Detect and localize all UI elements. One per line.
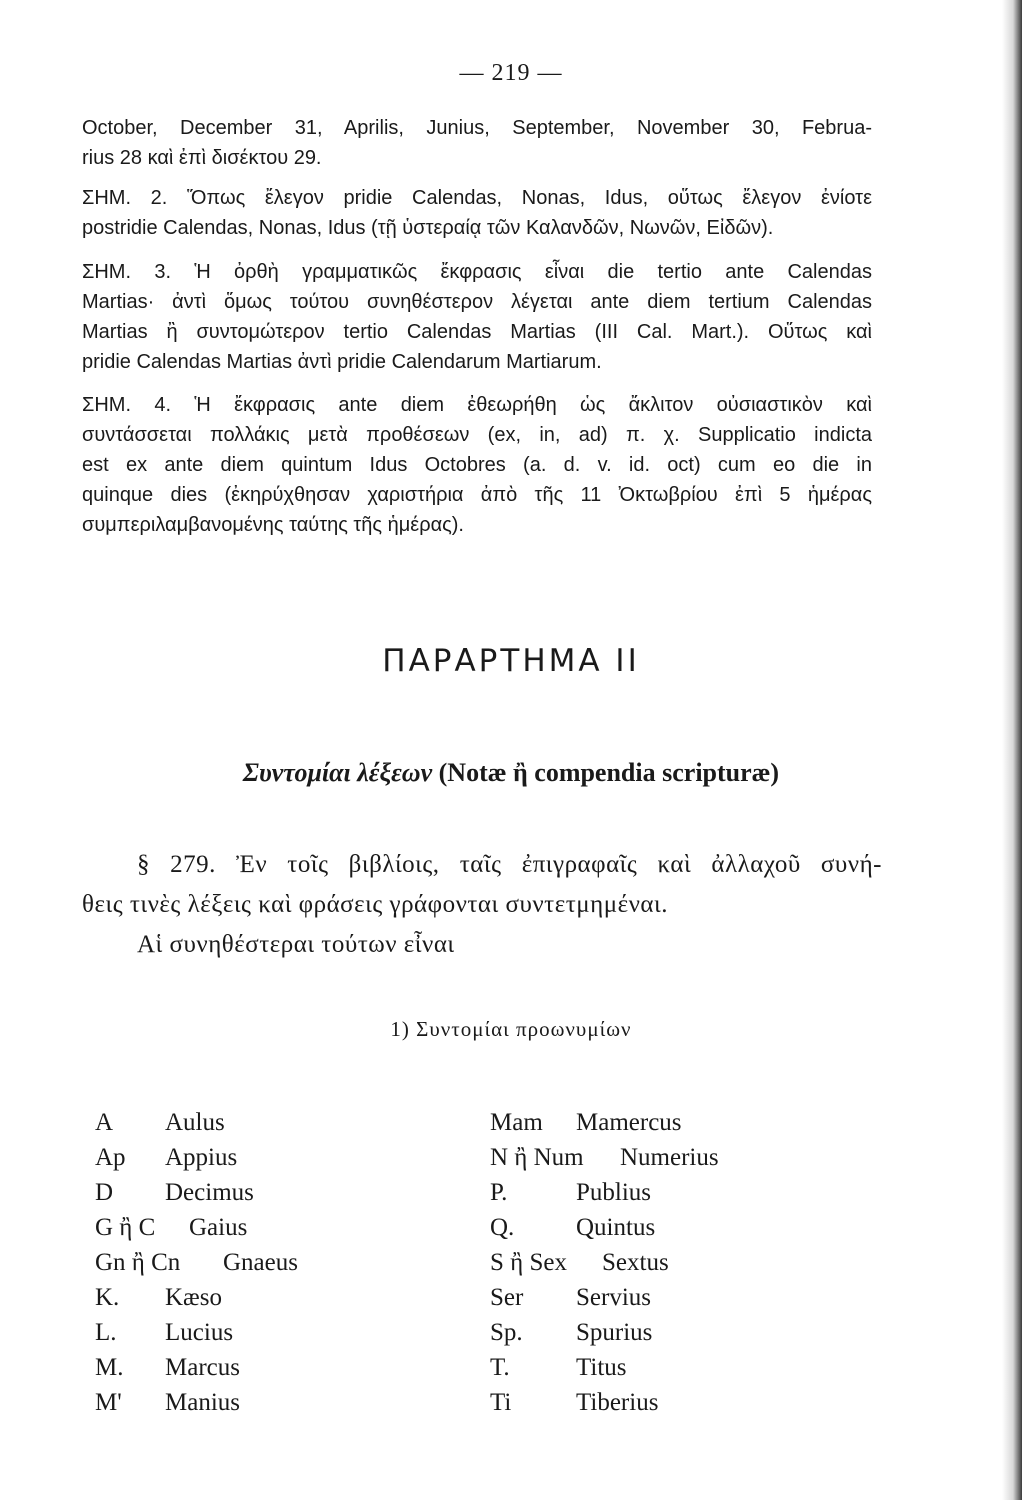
list-item: [95, 1210, 425, 1245]
paragraph-line: ΣΗΜ. 3. Ἡ ὀρθὴ γραμματικῶς ἔκφρασις εἶναι die tertio ante Calendas: [82, 261, 872, 283]
abbreviation: Mam: [490, 1109, 543, 1136]
subheading: 1) Συντομίαι προωνυμίων: [390, 1017, 632, 1041]
paragraph-line: quinque dies (ἐκηρύχθησαν χαριστήρια ἀπὸ τῆς 11 Ὀκτωβρίου ἐπὶ 5 ἡμέρας: [82, 484, 872, 506]
note-2: [82, 183, 872, 243]
abbreviation: L.: [95, 1319, 117, 1346]
paragraph-line: October, December 31, Aprilis, Junius, September, November 30, Februa-: [82, 117, 872, 139]
list-item: [95, 1105, 425, 1140]
list-item: [95, 1140, 425, 1175]
abbreviation: D: [95, 1179, 114, 1206]
abbreviation: S ἢ Sex: [490, 1249, 567, 1276]
abbreviation: Ti: [490, 1389, 512, 1416]
abbreviation: M': [95, 1389, 122, 1416]
abbreviation: N ἢ Num: [490, 1144, 584, 1171]
paragraph-line: Martias· ἀντὶ ὅμως τούτου συνηθέστερον λέγεται ante diem tertium Calendas: [82, 291, 872, 313]
list-item: [490, 1175, 820, 1210]
full-name: Decimus: [165, 1179, 254, 1206]
note-4: [82, 390, 872, 540]
page-edge-shadow: [1002, 0, 1022, 1500]
full-name: Sextus: [602, 1249, 669, 1276]
section-title-greek: Συντομίαι λέξεων: [242, 758, 433, 787]
paragraph-line: θεις τινὲς λέξεις καὶ φράσεις γράφονται συντετμημέναι.: [82, 891, 668, 918]
abbreviation: G ἢ C: [95, 1214, 156, 1241]
full-name: Titus: [576, 1354, 627, 1381]
list-item: [95, 1385, 425, 1420]
paragraph-line: est ex ante diem quintum Idus Octobres (a. d. v. id. oct) cum eo die in: [82, 454, 872, 476]
paragraph-line: rius 28 καὶ ἐπὶ δισέκτου 29.: [82, 147, 322, 169]
abbreviation: A: [95, 1109, 114, 1136]
full-name: Gaius: [189, 1214, 248, 1241]
abbreviation: K.: [95, 1284, 120, 1311]
abbreviation: T.: [490, 1354, 510, 1381]
abbreviation-list-right: [490, 1105, 820, 1420]
full-name: Numerius: [620, 1144, 719, 1171]
paragraph-line: Martias ἢ συντομώτερον tertio Calendas Martias (III Cal. Mart.). Οὕτως καὶ: [82, 321, 872, 343]
full-name: Aulus: [165, 1109, 225, 1136]
paragraph-line: pridie Calendas Martias ἀντὶ pridie Calendarum Martiarum.: [82, 351, 602, 373]
paragraph-line: συντάσσεται πολλάκις μετὰ προθέσεων (ex, in, ad) π. χ. Supplicatio indicta: [82, 424, 872, 446]
full-name: Publius: [576, 1179, 652, 1206]
full-name: Quintus: [576, 1214, 656, 1241]
full-name: Mamercus: [576, 1109, 682, 1136]
list-item: [95, 1280, 425, 1315]
abbreviation: P.: [490, 1179, 508, 1206]
note-3: [82, 257, 872, 377]
full-name: Tiberius: [576, 1389, 659, 1416]
full-name: Manius: [165, 1389, 240, 1416]
list-item: [490, 1280, 820, 1315]
abbreviation: Ser: [490, 1284, 524, 1311]
page-number: — 219 —: [459, 60, 563, 86]
paragraph-line: postridie Calendas, Nonas, Idus (τῇ ὑστεραίᾳ τῶν Καλανδῶν, Νωνῶν, Εἰδῶν).: [82, 217, 774, 239]
paragraph-line: ΣΗΜ. 4. Ἡ ἔκφρασις ante diem ἐθεωρήθη ὡς ἄκλιτον οὐσιαστικὸν καὶ: [82, 394, 872, 416]
list-item: [490, 1245, 820, 1280]
paragraph-line: ΣΗΜ. 2. Ὅπως ἔλεγον pridie Calendas, Nonas, Idus, οὕτως ἔλεγον ἐνίοτε: [82, 187, 872, 209]
section-title: [0, 758, 1022, 788]
full-name: Marcus: [165, 1354, 240, 1381]
section-title-latin: (Notæ ἢ compendia scripturæ): [438, 758, 780, 787]
list-item: [490, 1350, 820, 1385]
full-name: Spurius: [576, 1319, 653, 1346]
intro-paragraph: [82, 113, 872, 173]
full-name: Lucius: [165, 1319, 234, 1346]
full-name: Kæso: [165, 1284, 222, 1311]
list-item: [95, 1175, 425, 1210]
section-paragraph: [82, 845, 882, 965]
paragraph-line: § 279. Ἐν τοῖς βιβλίοις, ταῖς ἐπιγραφαῖς καὶ ἀλλαχοῦ συνή-: [137, 851, 882, 878]
list-item: [95, 1350, 425, 1385]
list-item: [490, 1105, 820, 1140]
list-item: [490, 1210, 820, 1245]
full-name: Servius: [576, 1284, 651, 1311]
abbreviation: Q.: [490, 1214, 515, 1241]
list-item: [95, 1315, 425, 1350]
paragraph-line: συμπεριλαμβανομένης ταύτης τῆς ἡμέρας).: [82, 514, 464, 536]
list-item: [490, 1315, 820, 1350]
full-name: Gnaeus: [223, 1249, 298, 1276]
list-item: [490, 1140, 820, 1175]
abbreviation: Sp.: [490, 1319, 523, 1346]
appendix-title: ΠΑΡΑΡΤΗΜΑ ΙΙ: [382, 643, 640, 679]
list-item: [95, 1245, 425, 1280]
abbreviation: M.: [95, 1354, 124, 1381]
abbreviation: Ap: [95, 1144, 126, 1171]
list-item: [490, 1385, 820, 1420]
abbreviation-list-left: [95, 1105, 425, 1420]
full-name: Appius: [165, 1144, 238, 1171]
abbreviation: Gn ἢ Cn: [95, 1249, 181, 1276]
paragraph-line: Αἱ συνηθέστεραι τούτων εἶναι: [137, 931, 455, 958]
